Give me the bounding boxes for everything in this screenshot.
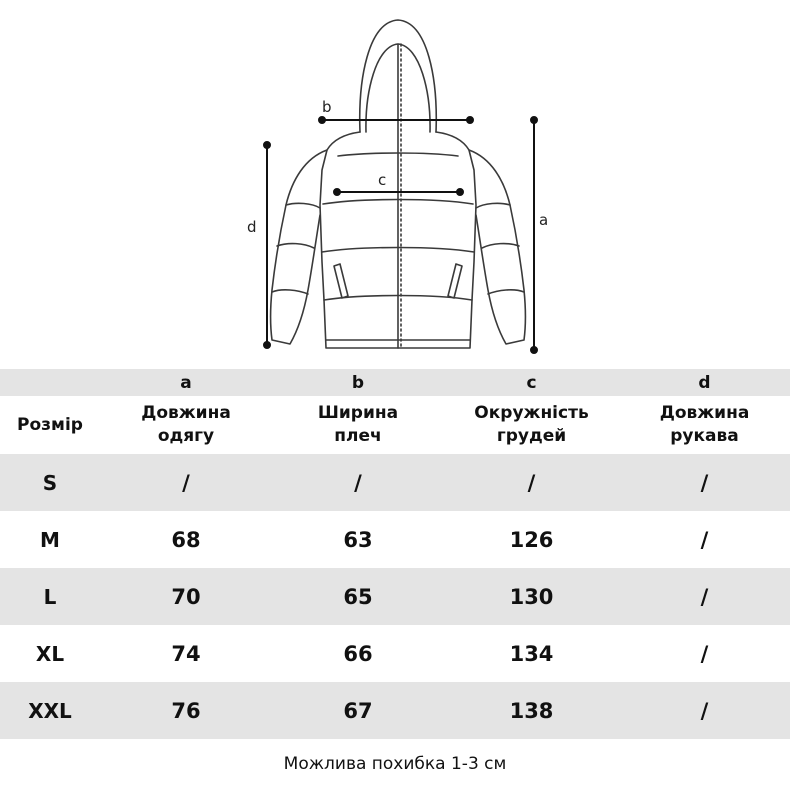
header-letters-row <box>0 369 790 396</box>
dim-label-a: a <box>539 211 549 229</box>
table-row: L 70 65 130 / <box>0 568 790 625</box>
table-row: S / / / / <box>0 454 790 511</box>
table-row: XXL 76 67 138 / <box>0 682 790 739</box>
column-header-sleeve: Довжина рукава <box>659 403 750 446</box>
dim-label-b: b <box>322 98 332 116</box>
column-header-length: Довжина одягу <box>141 403 231 446</box>
tolerance-note: Можлива похибка 1-3 см <box>283 754 507 774</box>
dim-label-c: c <box>378 171 387 189</box>
column-header-chest: Окружність грудей <box>474 403 589 446</box>
jacket-icon <box>0 0 790 365</box>
header-letter: a <box>180 372 192 393</box>
column-header-size: Розмір <box>17 414 83 435</box>
size-diagram <box>0 0 790 365</box>
header-letter: d <box>698 372 711 393</box>
header-letter: c <box>526 372 537 393</box>
size-table <box>0 369 790 739</box>
dim-label-d: d <box>247 218 257 236</box>
header-names-row <box>0 396 790 454</box>
column-header-shoulders: Ширина плеч <box>317 403 399 446</box>
header-letter: b <box>351 372 365 393</box>
table-row: M 68 63 126 / <box>40 527 709 552</box>
table-row: XL 74 66 134 / <box>35 641 709 666</box>
